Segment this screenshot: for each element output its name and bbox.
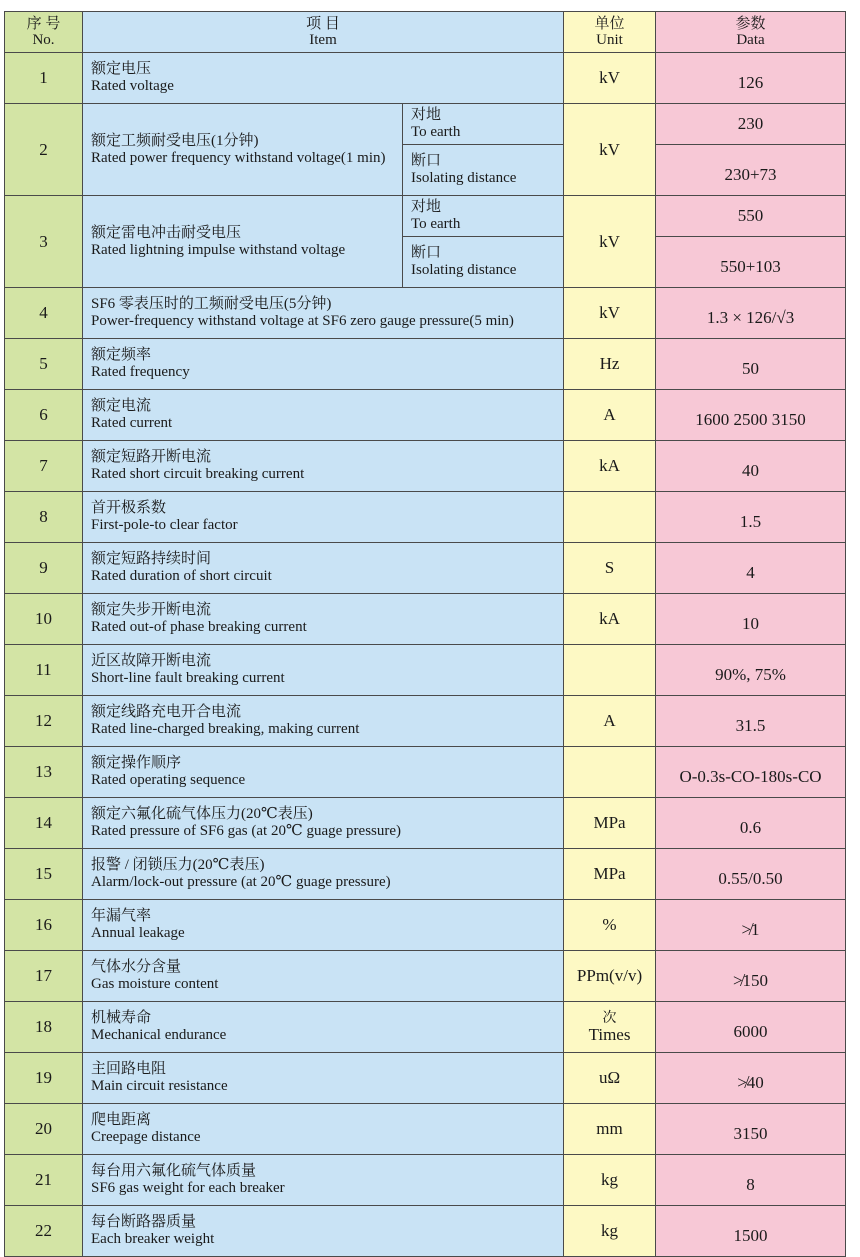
row-number: 21	[5, 1155, 83, 1206]
data-cell: 90%, 75%	[656, 645, 846, 696]
item-cell	[83, 849, 564, 900]
sub-item-en: To earth	[411, 124, 461, 140]
unit-cell: kV	[564, 104, 656, 196]
item-cell	[83, 798, 564, 849]
table-row	[5, 492, 846, 543]
item-zh: 额定操作顺序	[91, 755, 182, 771]
row-number: 16	[5, 900, 83, 951]
item-en: Mechanical endurance	[91, 1027, 227, 1043]
item-en: Each breaker weight	[91, 1231, 215, 1247]
unit-cell: PPm(v/v)	[564, 951, 656, 1002]
table-row	[5, 900, 846, 951]
item-cell	[83, 196, 403, 288]
item-cell	[83, 1104, 564, 1155]
item-zh: 年漏气率	[91, 908, 152, 924]
unit-zh: 次	[602, 1011, 617, 1026]
data-cell: 50	[656, 339, 846, 390]
row-number: 10	[5, 594, 83, 645]
unit-en: Times	[588, 1025, 631, 1044]
item-cell	[83, 288, 564, 339]
sub-item-cell	[403, 237, 564, 288]
item-en: Rated frequency	[91, 364, 190, 380]
sub-item-zh: 断口	[411, 153, 442, 169]
item-zh: 每台用六氟化硫气体质量	[91, 1163, 257, 1179]
item-cell	[83, 1053, 564, 1104]
item-en: Rated duration of short circuit	[91, 568, 272, 584]
row-number: 3	[5, 196, 83, 288]
header-no-zh: 序 号	[26, 16, 61, 32]
item-zh: 额定线路充电开合电流	[91, 704, 242, 720]
item-en: Power-frequency withstand voltage at SF6 zero gauge pressure(5 min)	[91, 313, 514, 329]
data-cell: 31.5	[656, 696, 846, 747]
table-row	[5, 951, 846, 1002]
item-cell	[83, 390, 564, 441]
item-zh: 气体水分含量	[91, 959, 182, 975]
item-zh: 额定失步开断电流	[91, 602, 212, 618]
sub-item-zh: 断口	[411, 245, 442, 261]
table-row	[5, 1053, 846, 1104]
item-en: Rated voltage	[91, 78, 174, 94]
unit-cell	[564, 1002, 656, 1053]
table-row	[5, 696, 846, 747]
data-cell: 1600 2500 3150	[656, 390, 846, 441]
row-number: 6	[5, 390, 83, 441]
item-en: Rated lightning impulse withstand voltage	[91, 241, 346, 258]
unit-cell: A	[564, 390, 656, 441]
header-item-en: Item	[309, 32, 337, 48]
item-zh: 额定雷电冲击耐受电压	[91, 224, 242, 241]
unit-cell: kg	[564, 1155, 656, 1206]
item-zh: 额定电流	[91, 398, 152, 414]
header-row	[5, 12, 846, 53]
item-cell	[83, 104, 403, 196]
spec-table	[4, 11, 846, 1257]
data-cell: 8	[656, 1155, 846, 1206]
sub-item-en: To earth	[411, 216, 461, 232]
row-number: 20	[5, 1104, 83, 1155]
header-item	[83, 12, 564, 53]
item-zh: 爬电距离	[91, 1112, 152, 1128]
row-number: 8	[5, 492, 83, 543]
sub-item-en: Isolating distance	[411, 262, 517, 278]
item-cell	[83, 900, 564, 951]
item-cell	[83, 747, 564, 798]
item-en: Rated line-charged breaking, making current	[91, 721, 360, 737]
row-number: 9	[5, 543, 83, 594]
item-zh: 主回路电阻	[91, 1061, 167, 1077]
header-unit	[564, 12, 656, 53]
data-cell: 0.6	[656, 798, 846, 849]
sub-item-cell	[403, 145, 564, 196]
table-row	[5, 543, 846, 594]
header-data	[656, 12, 846, 53]
unit-cell: kV	[564, 196, 656, 288]
table-row	[5, 53, 846, 104]
unit-cell: MPa	[564, 849, 656, 900]
row-number: 17	[5, 951, 83, 1002]
unit-cell: kA	[564, 594, 656, 645]
item-en: Annual leakage	[91, 925, 185, 941]
item-zh: 首开极系数	[91, 500, 167, 516]
unit-cell: kg	[564, 1206, 656, 1257]
item-en: Main circuit resistance	[91, 1078, 228, 1094]
table-row	[5, 1104, 846, 1155]
item-zh: 报警 / 闭锁压力(20℃表压)	[91, 857, 265, 873]
row-number: 2	[5, 104, 83, 196]
data-cell: 550	[656, 196, 846, 237]
data-cell: 1.5	[656, 492, 846, 543]
unit-cell: Hz	[564, 339, 656, 390]
item-en: Alarm/lock-out pressure (at 20℃ guage pressure)	[91, 874, 391, 890]
header-unit-zh: 单位	[594, 16, 625, 32]
item-en: Rated current	[91, 415, 173, 431]
row-number: 12	[5, 696, 83, 747]
sub-item-cell	[403, 104, 564, 145]
table-row	[5, 594, 846, 645]
header-no-en: No.	[32, 32, 55, 48]
unit-cell	[564, 747, 656, 798]
unit-cell: mm	[564, 1104, 656, 1155]
header-data-zh: 参数	[735, 16, 766, 32]
table-row	[5, 645, 846, 696]
data-cell: 230	[656, 104, 846, 145]
data-cell: 0.55/0.50	[656, 849, 846, 900]
unit-cell	[564, 492, 656, 543]
unit-cell: kV	[564, 288, 656, 339]
row-number: 14	[5, 798, 83, 849]
header-unit-en: Unit	[596, 32, 623, 48]
item-cell	[83, 441, 564, 492]
row-number: 5	[5, 339, 83, 390]
item-cell	[83, 543, 564, 594]
data-cell: ≯40	[656, 1053, 846, 1104]
item-cell	[83, 951, 564, 1002]
sub-item-en: Isolating distance	[411, 170, 517, 186]
item-en: Creepage distance	[91, 1129, 201, 1145]
item-cell	[83, 696, 564, 747]
table-row	[5, 849, 846, 900]
item-en: First-pole-to clear factor	[91, 517, 238, 533]
row-number: 19	[5, 1053, 83, 1104]
item-en: Rated out-of phase breaking current	[91, 619, 307, 635]
item-en: Rated power frequency withstand voltage(1 min)	[91, 149, 386, 166]
unit-cell: %	[564, 900, 656, 951]
unit-cell: kV	[564, 53, 656, 104]
row-number: 1	[5, 53, 83, 104]
data-cell: 1.3 × 126/√3	[656, 288, 846, 339]
item-zh: 每台断路器质量	[91, 1214, 197, 1230]
table-row	[5, 1206, 846, 1257]
item-cell	[83, 1002, 564, 1053]
item-cell	[83, 1206, 564, 1257]
item-zh: 近区故障开断电流	[91, 653, 212, 669]
data-cell: 230+73	[656, 145, 846, 196]
item-en: Gas moisture content	[91, 976, 219, 992]
table-row	[5, 1155, 846, 1206]
table-row	[5, 441, 846, 492]
item-zh: 额定工频耐受电压(1分钟)	[91, 132, 259, 149]
item-en: Rated pressure of SF6 gas (at 20℃ guage pressure)	[91, 823, 402, 839]
header-no	[5, 12, 83, 53]
row-number: 18	[5, 1002, 83, 1053]
row-number: 4	[5, 288, 83, 339]
item-zh: 额定短路开断电流	[91, 449, 212, 465]
item-cell	[83, 1155, 564, 1206]
table-row	[5, 1002, 846, 1053]
item-zh: SF6 零表压时的工频耐受电压(5分钟)	[91, 296, 332, 312]
data-cell: 40	[656, 441, 846, 492]
item-cell	[83, 339, 564, 390]
item-zh: 额定六氟化硫气体压力(20℃表压)	[91, 806, 313, 822]
data-cell: 1500	[656, 1206, 846, 1257]
row-number: 7	[5, 441, 83, 492]
item-zh: 额定电压	[91, 61, 152, 77]
table-row	[5, 798, 846, 849]
item-en: Rated operating sequence	[91, 772, 246, 788]
row-number: 11	[5, 645, 83, 696]
item-zh: 机械寿命	[91, 1010, 152, 1026]
unit-cell: uΩ	[564, 1053, 656, 1104]
sub-item-zh: 对地	[411, 107, 442, 123]
row-number: 15	[5, 849, 83, 900]
item-zh: 额定频率	[91, 347, 152, 363]
item-cell	[83, 53, 564, 104]
table-row	[5, 196, 846, 237]
data-cell: 6000	[656, 1002, 846, 1053]
header-data-en: Data	[736, 32, 765, 48]
row-number: 13	[5, 747, 83, 798]
table-row	[5, 339, 846, 390]
item-en: Rated short circuit breaking current	[91, 466, 305, 482]
item-zh: 额定短路持续时间	[91, 551, 212, 567]
data-cell: 3150	[656, 1104, 846, 1155]
row-number: 22	[5, 1206, 83, 1257]
data-cell: O-0.3s-CO-180s-CO	[656, 747, 846, 798]
data-cell: ≯1	[656, 900, 846, 951]
item-cell	[83, 492, 564, 543]
unit-cell: MPa	[564, 798, 656, 849]
data-cell: 10	[656, 594, 846, 645]
table-row	[5, 390, 846, 441]
unit-cell: A	[564, 696, 656, 747]
data-cell: ≯150	[656, 951, 846, 1002]
data-cell: 4	[656, 543, 846, 594]
header-item-zh: 项 目	[306, 16, 340, 32]
table-row	[5, 288, 846, 339]
item-en: SF6 gas weight for each breaker	[91, 1180, 285, 1196]
item-cell	[83, 645, 564, 696]
data-cell: 126	[656, 53, 846, 104]
item-en: Short-line fault breaking current	[91, 670, 285, 686]
sub-item-zh: 对地	[411, 199, 442, 215]
table-row	[5, 104, 846, 145]
sub-item-cell	[403, 196, 564, 237]
table-row	[5, 747, 846, 798]
unit-cell: S	[564, 543, 656, 594]
unit-cell: kA	[564, 441, 656, 492]
item-cell	[83, 594, 564, 645]
data-cell: 550+103	[656, 237, 846, 288]
unit-cell	[564, 645, 656, 696]
